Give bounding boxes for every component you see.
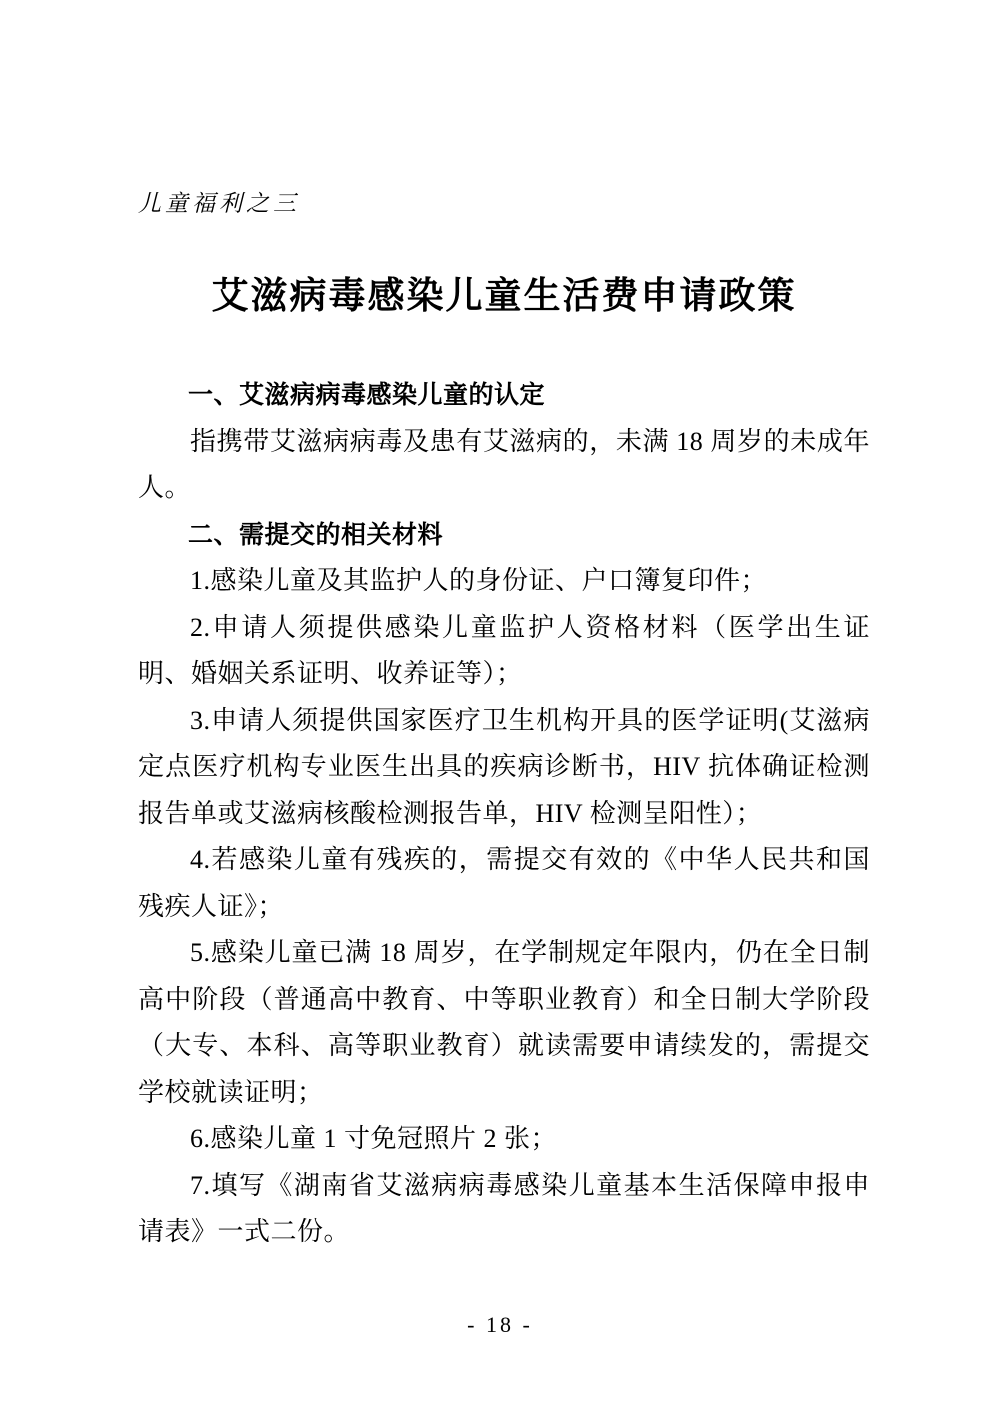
section-2-heading: 二、需提交的相关材料 — [188, 520, 444, 549]
material-item-3: 3.申请人须提供国家医疗卫生机构开具的医学证明(艾滋病定点医疗机构专业医生出具的疾病诊断书，HIV 抗体确证检测报告单或艾滋病核酸检测报告单，HIV 检测呈阳性）； — [138, 705, 870, 828]
material-item-7: 7.填写《湖南省艾滋病病毒感染儿童基本生活保障申报申请表》一式二份。 — [138, 1170, 870, 1246]
material-item-5: 5.感染儿童已满 18 周岁，在学制规定年限内，仍在全日制高中阶段（普通高中教育、中等职业教育）和全日制大学阶段（大专、本科、高等职业教育）就读需要申请续发的，需提交学校就读证明； — [138, 938, 870, 1107]
section-1-paragraph: 指携带艾滋病病毒及患有艾滋病的，未满 18 周岁的未成年人。 — [138, 426, 870, 502]
material-item-2: 2.申请人须提供感染儿童监护人资格材料（医学出生证明、婚姻关系证明、收养证等）； — [138, 612, 870, 688]
page-number: - 18 - — [467, 1312, 533, 1337]
page-title: 艾滋病毒感染儿童生活费申请政策 — [211, 276, 797, 317]
material-item-6: 6.感染儿童 1 寸免冠照片 2 张； — [190, 1124, 558, 1153]
material-item-1: 1.感染儿童及其监护人的身份证、户口簿复印件； — [190, 566, 768, 595]
material-item-4: 4.若感染儿童有残疾的，需提交有效的《中华人民共和国残疾人证》； — [138, 845, 870, 921]
section-1-heading: 一、艾滋病病毒感染儿童的认定 — [188, 381, 546, 409]
doc-category-label: 儿童福利之三 — [138, 191, 300, 216]
document-body — [138, 372, 870, 1256]
